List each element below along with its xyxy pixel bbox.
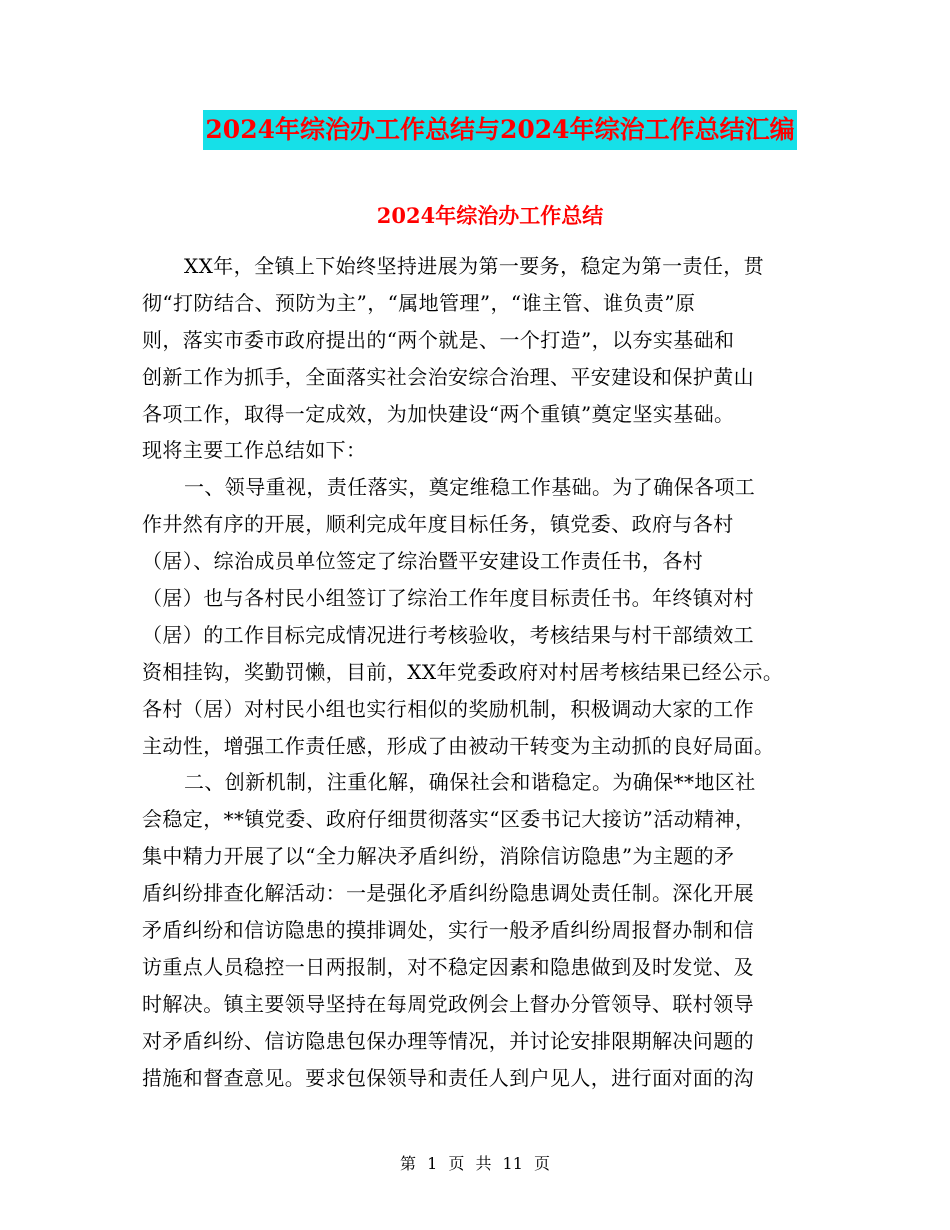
text-line: 盾纠纷排查化解活动：一是强化矛盾纠纷隐患调处责任制。深化开展 <box>142 881 754 906</box>
text-line: 对矛盾纠纷、信访隐患包保办理等情况，并讨论安排限期解决问题的 <box>142 1028 754 1053</box>
document-title-container <box>0 110 950 150</box>
text-line: 各项工作，取得一定成效，为加快建设“两个重镇”奠定坚实基础。 <box>142 401 735 426</box>
section-title: 2024年综治办工作总结 <box>376 203 604 228</box>
text-line: 措施和督查意见。要求包保领导和责任人到户见人，进行面对面的沟 <box>142 1065 754 1090</box>
text-line: 彻“打防结合、预防为主”，“属地管理”，“谁主管、谁负责”原 <box>142 290 696 315</box>
page-footer: 第 1 页 共 11 页 <box>400 1154 550 1173</box>
text-line: （居）也与各村民小组签订了综治工作年度目标责任书。年终镇对村 <box>142 586 754 611</box>
text-line: 现将主要工作总结如下： <box>142 438 367 463</box>
text-line: 则，落实市委市政府提出的“两个就是、一个打造”，以夯实基础和 <box>142 327 735 352</box>
document-title: 2024年综治办工作总结与2024年综治工作总结汇编 <box>203 110 796 150</box>
text-line: XX年，全镇上下始终坚持进展为第一要务，稳定为第一责任，贯 <box>184 254 765 278</box>
text-line: 访重点人员稳控一日两报制，对不稳定因素和隐患做到及时发觉、及 <box>142 954 754 979</box>
text-line: 会稳定，**镇党委、政府仔细贯彻落实“区委书记大接访”活动精神， <box>142 807 756 832</box>
text-line: 矛盾纠纷和信访隐患的摸排调处，实行一般矛盾纠纷周报督办制和信 <box>142 918 754 943</box>
text-line: 作井然有序的开展，顺利完成年度目标任务，镇党委、政府与各村 <box>142 512 734 537</box>
body-text <box>142 248 820 1096</box>
text-line: （居）、综治成员单位签定了综治暨平安建设工作责任书，各村 <box>142 549 704 574</box>
text-line: 时解决。镇主要领导坚持在每周党政例会上督办分管领导、联村领导 <box>142 991 754 1016</box>
text-line: 资相挂钩，奖勤罚懒，目前，XX年党委政府对村居考核结果已经公示。 <box>142 659 784 684</box>
text-line: 主动性，增强工作责任感，形成了由被动干转变为主动抓的良好局面。 <box>142 733 775 758</box>
text-line: （居）的工作目标完成情况进行考核验收，考核结果与村干部绩效工 <box>142 622 754 647</box>
text-line: 各村（居）对村民小组也实行相似的奖励机制，积极调动大家的工作 <box>142 696 754 721</box>
text-line: 二、创新机制，注重化解，确保社会和谐稳定。为确保**地区社 <box>184 770 756 795</box>
text-line: 一、领导重视，责任落实，奠定维稳工作基础。为了确保各项工 <box>184 475 756 500</box>
text-line: 集中精力开展了以“全力解决矛盾纠纷，消除信访隐患”为主题的矛 <box>142 844 735 869</box>
text-line: 创新工作为抓手，全面落实社会治安综合治理、平安建设和保护黄山 <box>142 364 754 389</box>
